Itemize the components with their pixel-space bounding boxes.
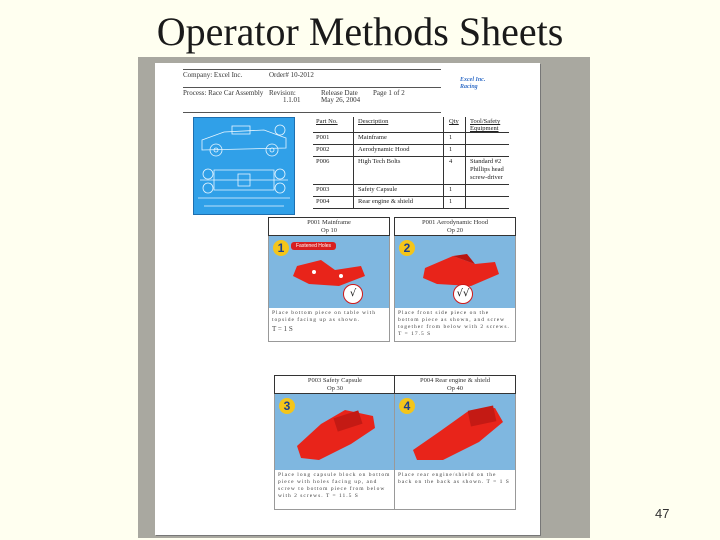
- instruction-text: Place rear engine/shield on the back on the back as shown. T = 1 S: [398, 472, 510, 485]
- operation-number: Op 10: [320, 227, 338, 234]
- step-badge: 4: [399, 398, 415, 414]
- operation-label: [274, 375, 396, 394]
- slide-title: Operator Methods Sheets: [156, 9, 564, 54]
- instruction-text: Place long capsule block on bottom piece with holes facing up, and screw to bottom piece from below with 2 screws. T = 11.5 S: [278, 472, 391, 499]
- step-badge: 2: [399, 240, 415, 256]
- company-label: Company: Excel Inc.: [183, 71, 243, 79]
- part-qty: 1: [449, 186, 453, 193]
- fastened-holes-tag: Fastened Holes: [291, 242, 336, 250]
- operation-photo: [394, 236, 516, 308]
- operation-instructions: [394, 308, 516, 342]
- cycle-time: T = 1 S: [272, 325, 293, 333]
- operation-photo: [268, 236, 390, 308]
- part-no: P004: [316, 198, 330, 205]
- operation-card: [268, 217, 390, 342]
- operation-label: [394, 217, 516, 236]
- operation-part: P001 Aerodynamic Hood: [421, 219, 489, 226]
- car-blueprint: [193, 117, 295, 215]
- part-desc: High Tech Bolts: [358, 158, 401, 165]
- car-part-image: [395, 394, 515, 470]
- part-qty: 1: [449, 198, 453, 205]
- revision-value: 1.1.01: [283, 96, 301, 104]
- operation-photo: [274, 394, 396, 470]
- process-label: Process: Race Car Assembly: [183, 89, 264, 97]
- operation-card: [394, 375, 516, 510]
- release-value: May 26, 2004: [321, 96, 361, 104]
- operation-card: [274, 375, 396, 510]
- operation-card: [394, 217, 516, 342]
- methods-sheet: [155, 63, 540, 535]
- operation-instructions: [394, 470, 516, 510]
- part-no: P001: [316, 134, 330, 141]
- operation-part: P001 Mainframe: [307, 219, 351, 226]
- order-label: Order# 10-2012: [269, 71, 314, 79]
- operation-photo: [394, 394, 516, 470]
- operation-number: Op 30: [326, 385, 344, 392]
- operation-number: Op 40: [446, 385, 464, 392]
- car-part-image: [269, 236, 389, 308]
- col-tool: Tool/Safety Equipment: [470, 118, 501, 132]
- table-row: [313, 133, 509, 145]
- page-number: 47: [655, 506, 670, 521]
- operation-part: P004 Rear engine & shield: [419, 377, 491, 384]
- sheet-header: [183, 69, 441, 113]
- col-description: Description: [358, 118, 389, 125]
- table-row: [313, 145, 509, 157]
- scanned-document-frame: [138, 57, 590, 538]
- parts-table: [313, 117, 509, 209]
- page-label: Page 1 of 2: [373, 89, 405, 97]
- col-qty: Qty: [449, 118, 459, 125]
- part-qty: 4: [449, 158, 453, 165]
- part-qty: 1: [449, 134, 453, 141]
- part-desc: Rear engine & shield: [358, 198, 414, 205]
- table-row: [313, 197, 509, 209]
- operation-instructions: [274, 470, 396, 510]
- release-label: Release Date: [321, 89, 358, 97]
- operation-label: [394, 375, 516, 394]
- revision-label: Revision:: [269, 89, 296, 97]
- check-icon: √: [343, 284, 363, 304]
- company-logo: Excel Inc. Racing: [460, 77, 486, 90]
- part-qty: 1: [449, 146, 453, 153]
- instruction-text: Place bottom piece on table with topside facing up as shown.: [272, 310, 376, 323]
- step-badge: 3: [279, 398, 295, 414]
- part-no: P006: [316, 158, 330, 165]
- operation-label: [268, 217, 390, 236]
- instruction-text: Place front side piece on the bottom piece as shown, and screw together from below with 2 screws. T = 17.5 S: [398, 310, 510, 337]
- parts-table-header: [313, 117, 509, 133]
- part-no: P002: [316, 146, 330, 153]
- blueprint-drawing: [194, 118, 294, 214]
- part-desc: Mainframe: [358, 134, 387, 141]
- part-no: P003: [316, 186, 330, 193]
- car-part-image: [275, 394, 395, 470]
- part-desc: Safety Capsule: [358, 186, 398, 193]
- operation-number: Op 20: [446, 227, 464, 234]
- part-desc: Aerodynamic Hood: [358, 146, 410, 153]
- col-part-no: Part No.: [316, 118, 338, 125]
- table-row: [313, 185, 509, 197]
- operation-part: P003 Safety Capsule: [307, 377, 363, 384]
- table-row: [313, 157, 509, 185]
- operation-instructions: [268, 308, 390, 342]
- tool-note: Standard #2 Phillips head screw-driver: [470, 158, 504, 181]
- step-badge: 1: [273, 240, 289, 256]
- check-icon: √√: [453, 284, 473, 304]
